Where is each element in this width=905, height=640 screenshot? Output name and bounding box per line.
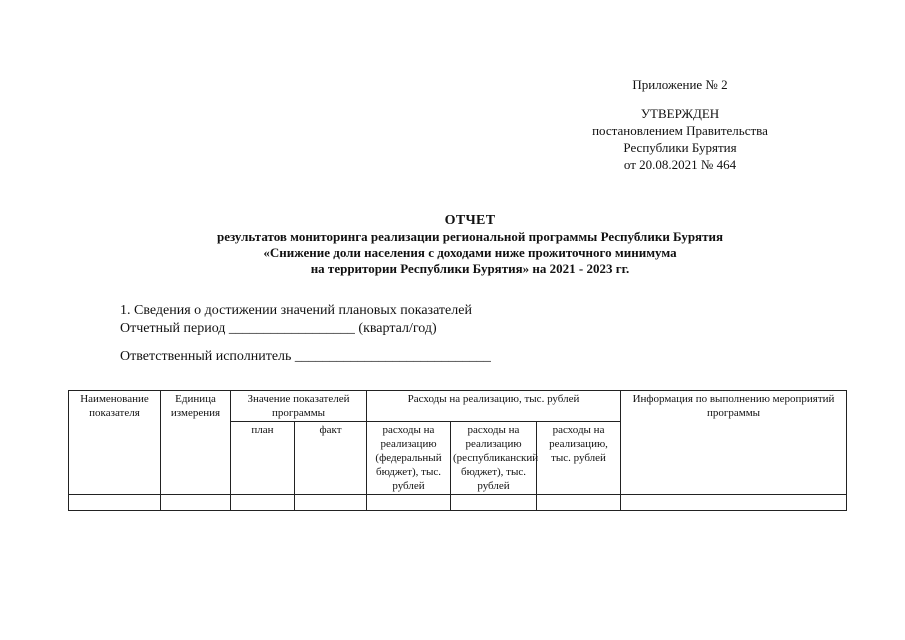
approval-date: от 20.08.2021 № 464 (623, 157, 737, 172)
header-unit: Единица измерения (161, 391, 231, 495)
table-cell[interactable] (69, 495, 161, 511)
table-cell[interactable] (161, 495, 231, 511)
section-heading: 1. Сведения о достижении значений плановых показателей (120, 303, 472, 318)
table-row (69, 495, 847, 511)
reporting-period-field: Отчетный период __________________ (квартал/год) (120, 321, 437, 336)
subheader-fact: факт (295, 422, 367, 495)
approved-label: УТВЕРЖДЕН (640, 106, 720, 121)
subheader-plan: план (231, 422, 295, 495)
report-subtitle-2: «Снижение доли населения с доходами ниже прожиточного минимума (263, 245, 677, 260)
table-cell[interactable] (367, 495, 451, 511)
approval-line-1: постановлением Правительства (592, 123, 768, 138)
table-cell[interactable] (537, 495, 621, 511)
table-cell[interactable] (295, 495, 367, 511)
report-subtitle-3: на территории Республики Бурятия» на 2021 - 2023 гг. (310, 261, 630, 276)
header-implementation-info: Информация по выполнению мероприятий программы (621, 391, 847, 495)
report-title-block (60, 213, 880, 277)
table-cell[interactable] (451, 495, 537, 511)
approval-line-2: Республики Бурятия (623, 140, 737, 155)
subheader-total-expenses: расходы на реализацию, тыс. рублей (537, 422, 621, 495)
report-table (68, 390, 847, 511)
header-indicator-name: Наименование показателя (69, 391, 161, 495)
report-subtitle-1: результатов мониторинга реализации региональной программы Республики Бурятия (216, 229, 724, 244)
subheader-federal-budget: расходы на реализацию (федеральный бюджет), тыс. рублей (367, 422, 451, 495)
subheader-republic-budget: расходы на реализацию (республиканский бюджет), тыс. рублей (451, 422, 537, 495)
report-title: ОТЧЕТ (444, 213, 496, 228)
header-expenses: Расходы на реализацию, тыс. рублей (367, 391, 621, 422)
appendix-number: Приложение № 2 (632, 77, 728, 92)
approval-block (560, 76, 800, 173)
report-fields (120, 302, 620, 366)
responsible-executor-field: Ответственный исполнитель ____________________________ (120, 349, 491, 364)
table-cell[interactable] (621, 495, 847, 511)
header-indicator-value: Значение показателей программы (231, 391, 367, 422)
table-cell[interactable] (231, 495, 295, 511)
table-header-row (69, 391, 847, 422)
